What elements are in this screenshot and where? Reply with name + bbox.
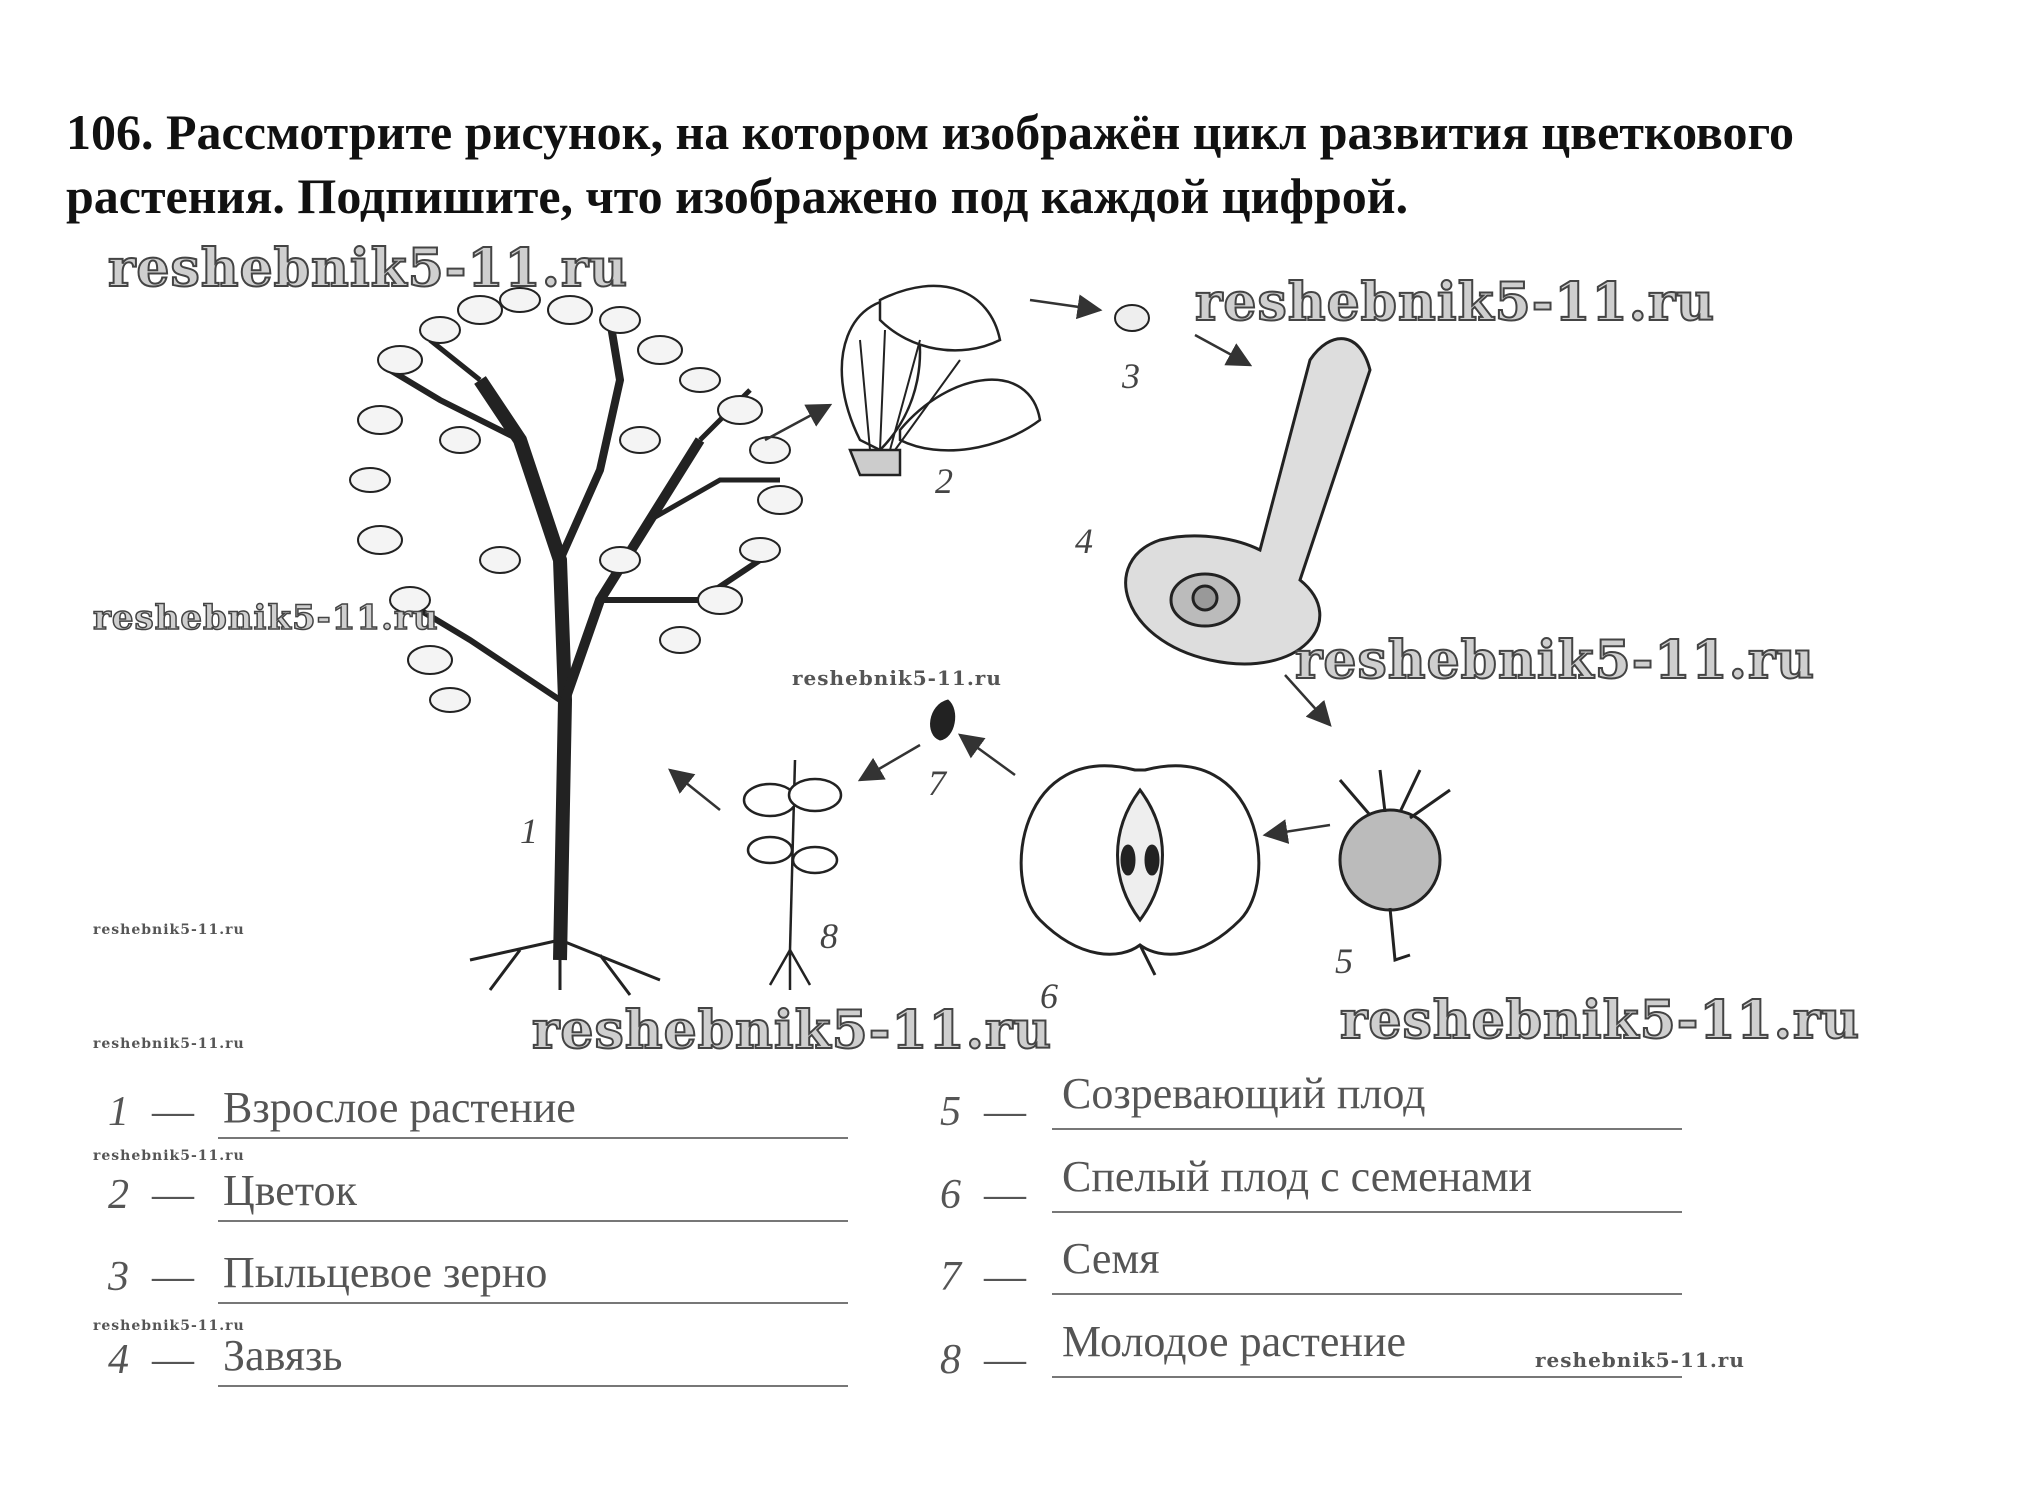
answer-row-8 xyxy=(940,1317,1680,1388)
watermark: reshebnik5-11.ru xyxy=(1195,272,1716,333)
answer-line xyxy=(1052,1293,1682,1295)
answer-dash: — xyxy=(984,1172,1026,1218)
watermark: reshebnik5-11.ru xyxy=(93,1148,245,1164)
watermark: reshebnik5-11.ru xyxy=(93,598,439,638)
adult-tree-illustration xyxy=(350,288,802,995)
answer-line xyxy=(218,1385,848,1387)
answer-text: Пыльцевое зерно xyxy=(223,1248,548,1297)
figure-number-1: 1 xyxy=(520,811,538,851)
answer-text: Семя xyxy=(1062,1234,1160,1283)
flower-illustration xyxy=(842,286,1040,475)
figure-number-4: 4 xyxy=(1075,521,1093,561)
watermark: reshebnik5-11.ru xyxy=(1340,990,1861,1051)
answer-line xyxy=(1052,1376,1682,1378)
figure-number-7: 7 xyxy=(928,763,946,803)
answer-line xyxy=(1052,1128,1682,1130)
figure-number-3: 3 xyxy=(1122,356,1140,396)
answer-text: Взрослое растение xyxy=(223,1083,576,1132)
figure-number-6: 6 xyxy=(1040,976,1058,1016)
answer-line xyxy=(1052,1211,1682,1213)
watermark: reshebnik5-11.ru xyxy=(108,238,629,299)
answer-number: 7 xyxy=(940,1254,961,1300)
seed-illustration xyxy=(931,700,955,740)
answer-text: Молодое растение xyxy=(1062,1317,1407,1366)
ripening-fruit-illustration xyxy=(1340,770,1450,960)
answer-row-1 xyxy=(108,1080,848,1140)
watermark: reshebnik5-11.ru xyxy=(93,1318,245,1334)
answer-text: Созревающий плод xyxy=(1062,1069,1426,1118)
answer-dash: — xyxy=(152,1254,194,1300)
answer-number: 5 xyxy=(940,1089,961,1135)
answer-line xyxy=(218,1302,848,1304)
apple-cross-section-illustration xyxy=(1021,766,1259,975)
answer-dash: — xyxy=(152,1172,194,1218)
watermark: reshebnik5-11.ru xyxy=(93,922,245,938)
answer-number: 3 xyxy=(108,1254,129,1300)
answer-row-7 xyxy=(940,1234,1680,1305)
answer-number: 8 xyxy=(940,1337,961,1383)
figure-number-2: 2 xyxy=(935,461,953,501)
answer-line xyxy=(218,1137,848,1139)
watermark: reshebnik5-11.ru xyxy=(532,1000,1053,1061)
task-title: 106. Рассмотрите рисунок, на котором изображён цикл развития цветкового растения. Подпишите, что изображено под каждой цифрой. xyxy=(66,104,1794,224)
watermark: reshebnik5-11.ru xyxy=(792,666,1002,690)
answer-row-4 xyxy=(108,1328,848,1388)
pollen-grain-illustration xyxy=(1115,305,1149,331)
answer-row-2 xyxy=(108,1163,848,1223)
answer-number: 4 xyxy=(108,1337,129,1383)
answer-number: 1 xyxy=(108,1089,129,1135)
answer-text: Завязь xyxy=(223,1331,343,1380)
answer-line xyxy=(218,1220,848,1222)
watermark: reshebnik5-11.ru xyxy=(1295,630,1816,691)
answer-text: Цветок xyxy=(223,1166,357,1215)
figure-number-8: 8 xyxy=(820,916,838,956)
figure-number-5: 5 xyxy=(1335,941,1353,981)
answer-row-5 xyxy=(940,1069,1680,1140)
answer-dash: — xyxy=(984,1089,1026,1135)
watermark: reshebnik5-11.ru xyxy=(93,1036,245,1052)
answer-number: 6 xyxy=(940,1172,961,1218)
pistil-ovary-illustration xyxy=(1126,339,1370,664)
watermark: reshebnik5-11.ru xyxy=(1535,1348,1745,1372)
answer-dash: — xyxy=(152,1089,194,1135)
answer-dash: — xyxy=(984,1337,1026,1383)
answer-dash: — xyxy=(152,1337,194,1383)
answer-row-6 xyxy=(940,1152,1680,1223)
answer-number: 2 xyxy=(108,1172,129,1218)
answer-dash: — xyxy=(984,1254,1026,1300)
answer-text: Спелый плод с семенами xyxy=(1062,1152,1533,1201)
answer-row-3 xyxy=(108,1245,848,1305)
